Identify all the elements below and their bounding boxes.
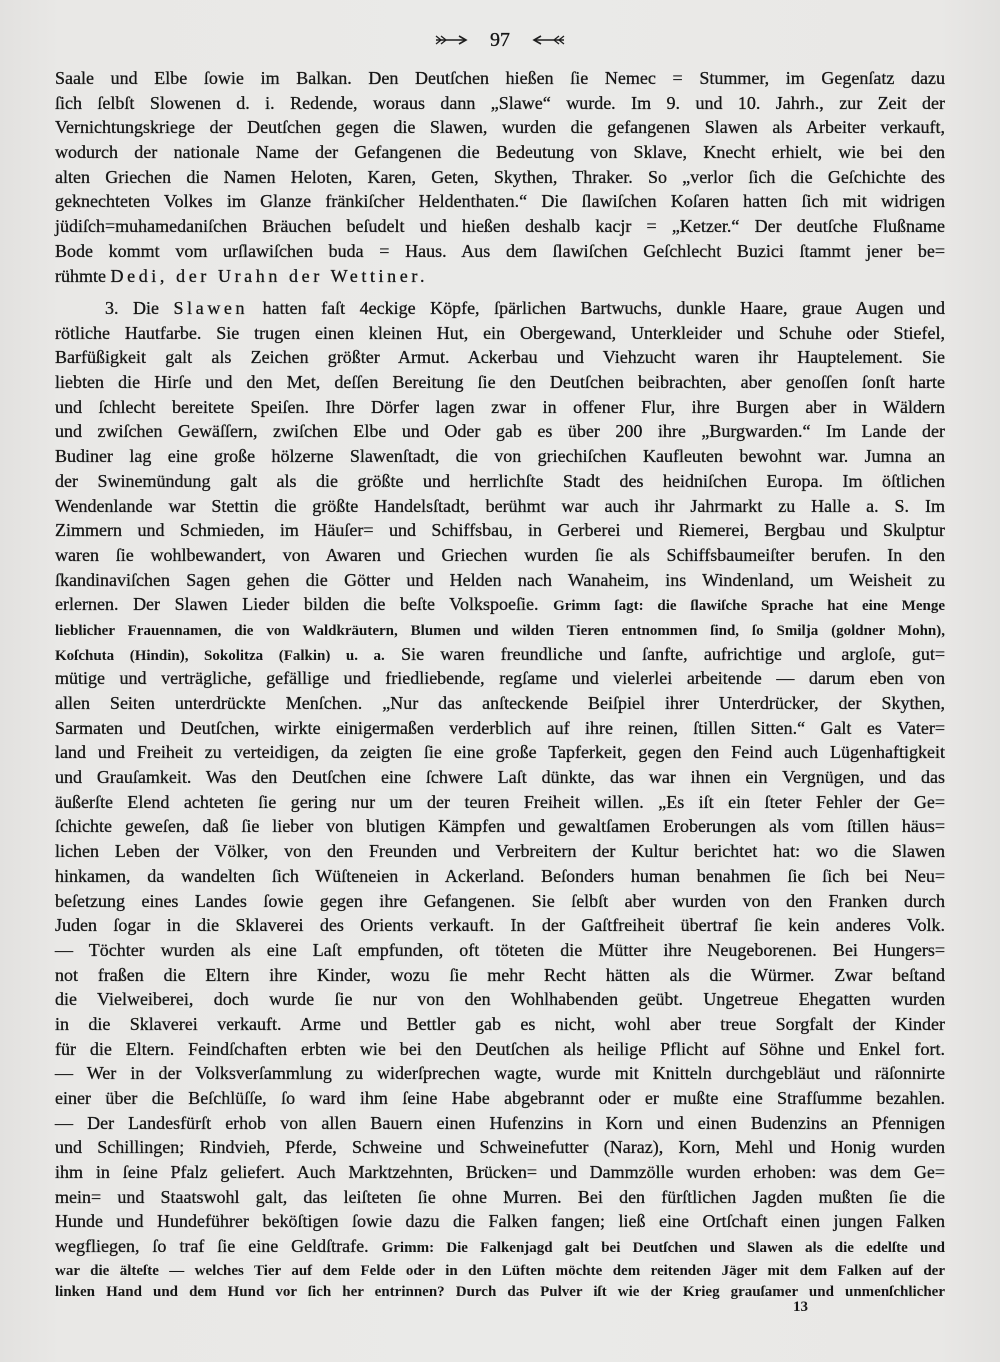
paragraph — [55, 66, 945, 288]
line-text: ſich ſelbſt Slowenen d. i. Redende, woraus dann „Slawe“ wurde. Im 9. und 10. Jahrh., zur Zeit der — [55, 92, 945, 113]
text-line — [55, 444, 945, 469]
text-line — [55, 1185, 945, 1210]
grimm-note-text: Grimm ſagt: die ſlawiſche Sprache hat eine Menge — [553, 598, 946, 615]
text-line — [55, 642, 945, 667]
grimm-note-text: Grimm: Die Falkenjagd galt bei Deutſchen und Slawen als die edelſte und — [381, 1240, 946, 1257]
line-text: Sarmaten und Deutſchen, wirkte einigermaßen verderblich auf ihre reinen, ſtillen Sitten.“ Galt es Vater= — [55, 717, 945, 738]
grimm-note-text: lieblicher Frauennamen, die von Waldkräutern, Blumen und wilden Tieren entnommen ſind, ſo Smilja (goldner Mohn), — [55, 622, 945, 639]
text-line — [55, 1111, 945, 1136]
text-line — [55, 140, 945, 165]
text-line — [55, 1061, 945, 1086]
line-text: Wendenlande war Stettin die größte Handelsſtadt, berühmt war auch ihr Jahrmarkt zu Halle a. S. Im — [55, 495, 945, 516]
text-line — [55, 617, 945, 642]
line-text: und Grauſamkeit. Was den Deutſchen eine ſchwere Laſt dünkte, das war ihnen ein Vergnügen, und das — [55, 767, 945, 788]
line-text: Zimmern und Schmieden, im Häuſer= und Schiffsbau, in Gerberei und Riemerei, Bergbau und Skulptur — [55, 520, 945, 541]
line-text: für die Eltern. Feindſchaften erbten wie bei den Deutſchen als heilige Pflicht auf Söhne und Enkel fort. — [55, 1038, 945, 1059]
line-text: erlernen. Der Slawen Lieder bilden die beſte Volkspoeſie. — [55, 594, 554, 615]
line-text: alten Griechen die Namen Heloten, Karen, Geten, Skythen, Thraker. So „verlor ſich die Geſchichte des — [55, 166, 945, 187]
line-text: und zwiſchen Gewäſſern, zwiſchen Elbe und Oder gab es über 200 ihre „Burgwarden.“ Im Lande der — [55, 421, 945, 442]
line-text: Hunde und Hundeführer beköſtigen ſowie dazu die Falken fangen; ließ eine Ortſchaft einen jungen Falken — [55, 1211, 945, 1232]
text-line — [55, 91, 945, 116]
line-text: äußerſte Elend achteten ſie gering nur um der teuren Freiheit willen. „Es iſt ein ſteter Fehler der Ge= — [55, 791, 945, 812]
emphasized-text: Slawen — [173, 298, 249, 318]
text-line — [55, 214, 945, 239]
line-text: — Der Landesfürſt erhob von allen Bauern einen Hufenzins in Korn und einen Budenzins an Pfennigen — [55, 1112, 945, 1133]
paragraph — [55, 296, 945, 1301]
page-number: 97 — [490, 29, 510, 51]
line-text: mein= und Staatswohl galt, das leiſteten ſie ohne Murren. Bei den fürſtlichen Jagden mußten ſie die — [55, 1186, 945, 1207]
text-line — [55, 913, 945, 938]
line-text: — Töchter wurden als eine Laſt empfunden, oft töteten die Mütter ihre Neugeborenen. Bei Hungers= — [55, 939, 945, 960]
line-text: allen Seiten unterdrückte Menſchen. „Nur das anſteckende Beiſpiel ihrer Unterdrücker, der Skythen, — [55, 693, 945, 713]
line-text: 3. Die — [105, 298, 174, 318]
text-line — [55, 1012, 945, 1037]
line-text: geknechteten Volkes im Glanze fränkiſcher Heldenthaten.“ Die ſlawiſchen Koſaren hatten ſich mit widrigen — [55, 191, 945, 212]
text-line — [55, 864, 945, 889]
text-line — [55, 1086, 945, 1111]
line-text: Bode kommt vom urſlawiſchen buda = Haus. Aus dem ſlawiſchen Geſchlecht Buzici ſtammt jener be= — [55, 240, 945, 261]
text-line — [55, 1280, 945, 1301]
text-line — [55, 716, 945, 741]
text-line — [55, 691, 945, 716]
line-text: ſkandinaviſchen Sagen gehen die Götter und Helden nach Wanaheim, ins Windenland, um Weisheit zu — [55, 569, 945, 590]
text-line — [55, 370, 945, 395]
text-line — [55, 189, 945, 214]
line-text: — Wer in der Volksverſammlung zu widerſprechen wagte, wurde mit Knitteln durchgebläut und räſonnirte — [55, 1063, 945, 1084]
line-text: Juden ſogar in die Sklaverei des Orients verkauft. In der Gaſtfreiheit übertraf ſie kein anderes Volk. — [55, 915, 945, 936]
line-text: rötliche Hautfarbe. Sie trugen einen kleinen Hut, ein Obergewand, Unterkleider und Schuhe oder Stiefel, — [55, 322, 945, 343]
text-line — [55, 518, 945, 543]
line-text: wegfliegen, ſo traf ſie eine Geldſtrafe. — [55, 1236, 382, 1257]
line-text: land und Freiheit zu verteidigen, da zeigten ſie eine große Tapferkeit, gegen den Feind auch Lügenhaftigkeit — [55, 742, 945, 763]
text-line — [55, 790, 945, 815]
text-line — [55, 889, 945, 914]
text-line — [55, 165, 945, 190]
text-line — [55, 1037, 945, 1062]
text-line — [55, 765, 945, 790]
grimm-note-text: linken Hand und dem Hund vor ſich her entrinnen? Durch das Pulver iſt wie der Krieg grauſamer und unmenſchlicher — [55, 1283, 945, 1300]
text-line — [55, 666, 945, 691]
line-text: not fraßen die Eltern ihre Kinder, wozu ſie mehr Recht hätten als die Würmer. Zwar beſtand — [55, 964, 945, 985]
text-line — [55, 568, 945, 593]
text-line — [55, 1209, 945, 1234]
text-line — [55, 963, 945, 988]
text-line — [55, 419, 945, 444]
line-text: liebten die Hirſe und den Met, deſſen Bereitung ſie den Deutſchen beibrachten, aber genoſſen ſonſt harte — [55, 372, 945, 393]
text-line — [55, 1160, 945, 1185]
line-text: wodurch der nationale Name der Gefangenen die Bedeutung von Sklave, Knecht erhielt, wie bei den — [55, 142, 945, 163]
line-text: und ſchlecht bereitete Speiſen. Ihre Dörfer lagen zwar in offener Flur, ihre Burgen aber in Wäldern — [55, 396, 945, 417]
line-text: Barfüßigkeit galt als Zeichen größter Armut. Ackerbau und Viehzucht waren ihr Hauptelement. Sie — [55, 347, 945, 368]
line-text: einer über die Beſchlüſſe, ſo ward ihm ſeine Habe abgebrannt oder er mußte eine Strafſumme bezahlen. — [55, 1088, 945, 1108]
feathered-arrow-left-icon — [532, 34, 566, 46]
text-line — [55, 839, 945, 864]
line-text: lichen Leben der Völker, von den Freunden und Verbreitern der Kultur berichtet hat: wo die Slawen — [55, 841, 945, 862]
line-text: hinkamen, da wandelten ſich Wüſteneien in Ackerland. Beſonders human benahmen ſie ſich bei Neu= — [55, 865, 945, 886]
text-line — [55, 987, 945, 1012]
text-line — [55, 592, 945, 617]
line-text: der Swinemündung galt als die größte und herrlichſte Stadt des heidniſchen Europa. Im öſtlichen — [55, 470, 945, 491]
text-line — [55, 345, 945, 370]
signature-mark: 13 — [793, 1299, 808, 1315]
line-text: die Vielweiberei, doch wurde ſie nur von den Wohlhabenden geübt. Ungetreue Ehegatten wurden — [55, 989, 945, 1010]
line-text: waren ſie wohlbewandert, von Awaren und Griechen wurden ſie als Schiffsbaumeiſter berufen. In den — [55, 544, 945, 565]
grimm-note-text: war die älteſte — welches Tier auf dem Felde oder in den Lüften möchte dem reitenden Jäger mit dem Falken auf der — [55, 1262, 945, 1279]
text-line — [55, 296, 945, 321]
text-line — [55, 740, 945, 765]
line-text: beſetzung eines Landes ſowie gegen ihre Gefangenen. Sie ſelbſt aber wurden von den Franken durch — [55, 890, 945, 911]
text-line — [55, 1259, 945, 1280]
line-text: rühmte — [55, 265, 111, 286]
text-line — [55, 264, 945, 289]
line-text: Budiner lag eine große hölzerne Slawenſtadt, die von griechiſchen Kaufleuten bewohnt war. Jumna an — [55, 446, 945, 467]
text-line — [55, 115, 945, 140]
line-text: in die Sklaverei verkauft. Arme und Bettler gab es nicht, wohl aber treue Sorgfalt der Kinder — [55, 1013, 945, 1034]
text-line — [55, 321, 945, 346]
emphasized-text: Dedi, der Urahn der Wettiner. — [110, 265, 429, 286]
text-line — [55, 395, 945, 420]
text-line — [55, 1135, 945, 1160]
line-text: ſchichte geweſen, daß ſie lieber von blutigen Kämpfen und gewaltſamen Eroberungen als vom ſtillen häus= — [55, 816, 945, 837]
line-text: ihm in ſeine Pfalz geliefert. Auch Marktzehnten, Brücken= und Dammzölle wurden erhoben: was dem Ge= — [55, 1162, 945, 1183]
text-line — [55, 239, 945, 264]
line-text: Sie waren freundliche und ſanfte, aufrichtige und argloſe, gut= — [384, 643, 945, 664]
feathered-arrow-right-icon — [434, 34, 468, 46]
text-line — [55, 1234, 945, 1259]
line-text: mütige und verträgliche, gefällige und friedliebende, regſame und vielerlei arbeitende — darum eben von — [55, 668, 945, 689]
line-text: Saale und Elbe ſowie im Balkan. Den Deutſchen hießen ſie Nemec = Stummer, im Gegenſatz dazu — [55, 68, 945, 88]
text-line — [55, 814, 945, 839]
line-text: jüdiſch=muhamedaniſchen Bräuchen beſudelt und hießen deshalb kacjr = „Ketzer.“ Der deutſche Flußname — [55, 216, 945, 237]
line-text: und Schillingen; Rindvieh, Pferde, Schweine und Schweinefutter (Naraz), Korn, Mehl und Honig wurden — [55, 1137, 945, 1158]
text-line — [55, 494, 945, 519]
text-line — [55, 938, 945, 963]
text-line — [55, 66, 945, 91]
line-text: hatten faſt 4eckige Köpfe, ſpärlichen Bartwuchs, dunkle Haare, graue Augen und — [248, 298, 945, 318]
text-line — [55, 469, 945, 494]
line-text: Vernichtungskriege der Deutſchen gegen die Slawen, wurden die gefangenen Slawen als Arbeiter verkauft, — [55, 117, 945, 138]
text-line — [55, 543, 945, 568]
page-header — [0, 27, 1000, 53]
grimm-note-text: Koſchuta (Hindin), Sokolitza (Falkin) u. a. — [55, 647, 385, 664]
